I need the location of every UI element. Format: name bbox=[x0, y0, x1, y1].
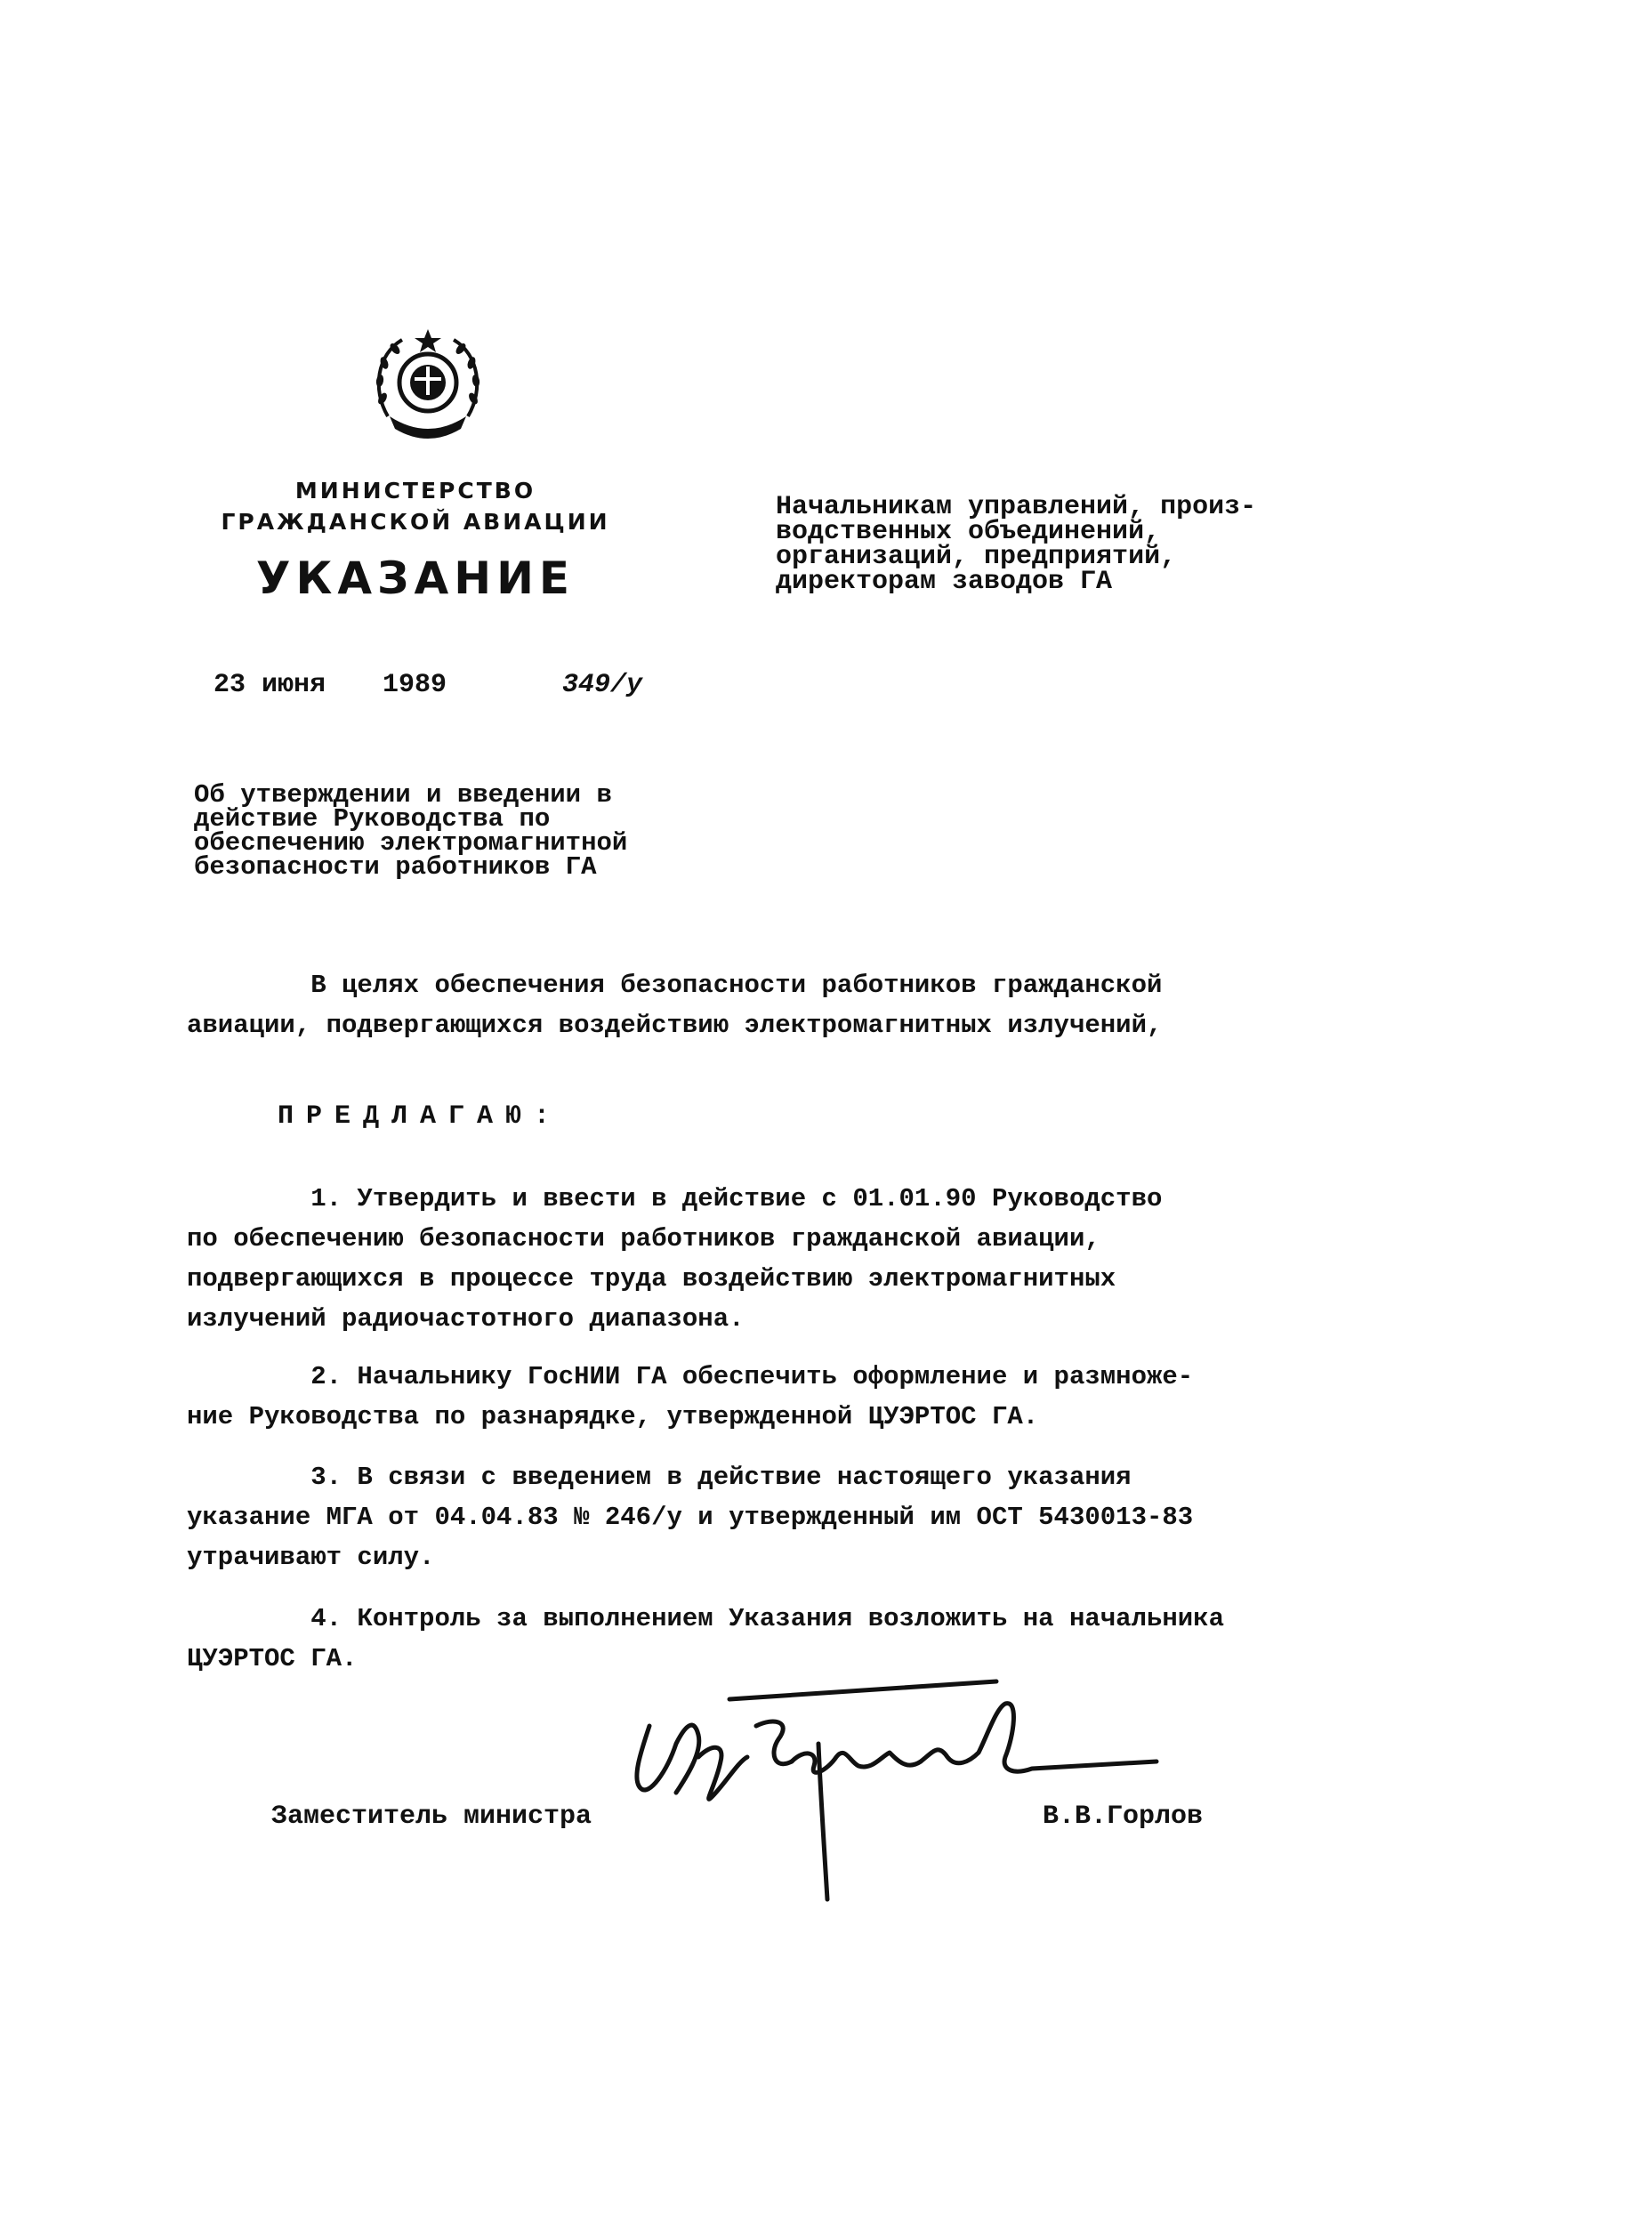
addressee-line: Начальникам управлений, произ- bbox=[776, 492, 1257, 522]
preamble-line: В целях обеспечения безопасности работников гражданской bbox=[187, 971, 1163, 1000]
decree-item-3 bbox=[187, 1457, 1343, 1577]
ministry-name-line-1: МИНИСТЕРСТВО bbox=[294, 478, 536, 504]
item-line: 3. В связи с введением в действие настоящего указания bbox=[187, 1463, 1132, 1492]
subject-line: Об утверждении и введении в bbox=[194, 780, 612, 810]
subject-block bbox=[194, 780, 745, 882]
handwritten-signature bbox=[614, 1673, 1183, 1913]
signer-name: В.В.Горлов bbox=[1043, 1802, 1204, 1832]
item-line: по обеспечению безопасности работников гражданской авиации, bbox=[187, 1224, 1100, 1254]
addressee-block bbox=[776, 492, 1327, 597]
document-year: 1989 bbox=[383, 670, 447, 700]
subject-line: безопасности работников ГА bbox=[194, 852, 597, 882]
decree-item-4 bbox=[187, 1599, 1343, 1679]
item-line: излучений радиочастотного диапазона. bbox=[187, 1304, 745, 1334]
addressee-line: водственных объединений, bbox=[776, 517, 1161, 547]
ministry-name-line-2: ГРАЖДАНСКОЙ АВИАЦИИ bbox=[221, 509, 610, 535]
item-line: утрачивают силу. bbox=[187, 1543, 435, 1572]
decree-item-1 bbox=[187, 1179, 1343, 1339]
decree-word: ПРЕДЛАГАЮ: bbox=[278, 1101, 563, 1132]
state-emblem-icon bbox=[372, 327, 484, 445]
item-line: 2. Начальнику ГосНИИ ГА обеспечить оформление и размноже- bbox=[187, 1362, 1194, 1391]
item-line: ЦУЭРТОС ГА. bbox=[187, 1644, 358, 1673]
item-line: 4. Контроль за выполнением Указания возложить на начальника bbox=[187, 1604, 1224, 1633]
item-line: 1. Утвердить и ввести в действие с 01.01.90 Руководство bbox=[187, 1184, 1163, 1213]
item-line: подвергающихся в процессе труда воздействию электромагнитных bbox=[187, 1264, 1116, 1294]
item-line: указание МГА от 04.04.83 № 246/у и утвержденный им ОСТ 5430013-83 bbox=[187, 1503, 1194, 1532]
decree-item-2 bbox=[187, 1357, 1343, 1437]
document-number: 349/у bbox=[562, 670, 643, 700]
signer-title: Заместитель министра bbox=[271, 1802, 592, 1832]
subject-line: обеспечению электромагнитной bbox=[194, 828, 628, 858]
subject-line: действие Руководства по bbox=[194, 804, 551, 834]
preamble-paragraph bbox=[187, 965, 1343, 1045]
preamble-line: авиации, подвергающихся воздействию электромагнитных излучений, bbox=[187, 1011, 1163, 1040]
item-line: ние Руководства по разнарядке, утвержденной ЦУЭРТОС ГА. bbox=[187, 1402, 1039, 1431]
document-date: 23 июня bbox=[214, 670, 326, 700]
addressee-line: директорам заводов ГА bbox=[776, 567, 1113, 597]
addressee-line: организаций, предприятий, bbox=[776, 542, 1177, 572]
document-type: УКАЗАНИЕ bbox=[255, 552, 576, 604]
